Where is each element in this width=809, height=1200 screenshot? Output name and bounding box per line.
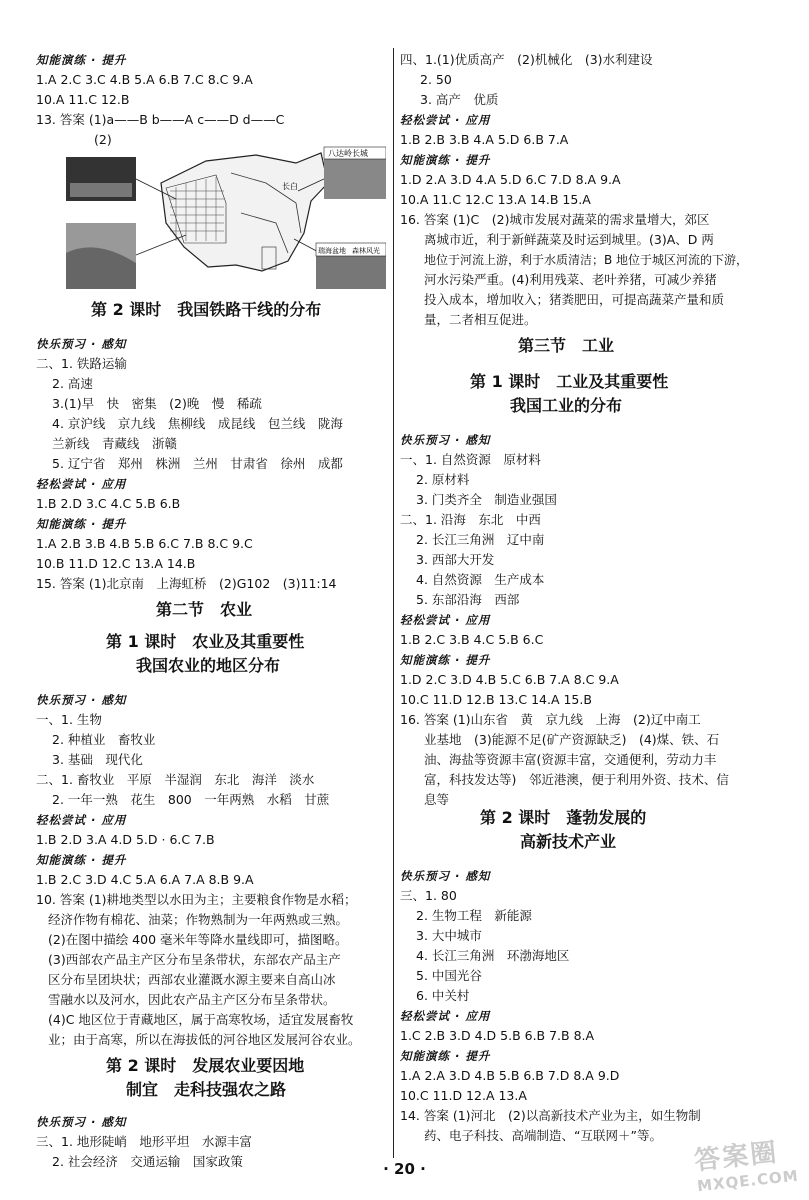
answer-line: 3. 大中城市 xyxy=(416,928,482,943)
answer-line: 业基地 (3)能源不足(矿产资源缺乏) (4)煤、铁、石 xyxy=(424,732,720,747)
answer-line: 1.B 2.D 3.A 4.D 5.D · 6.C 7.B xyxy=(36,832,215,847)
map-label: 八达岭长城 xyxy=(328,149,368,158)
section-label: 知能演练 · 提升 xyxy=(400,653,491,667)
answer-line: 2. 社会经济 交通运输 国家政策 xyxy=(52,1154,243,1169)
section-label: 知能演练 · 提升 xyxy=(400,153,491,167)
answer-line: 3.(1)早 快 密集 (2)晚 慢 稀疏 xyxy=(52,396,262,411)
answer-line: 区分布呈团块状；西部农业灌溉水源主要来自高山冰 xyxy=(48,972,336,987)
answer-line: 5. 东部沿海 西部 xyxy=(416,592,520,607)
answer-line: 1.B 2.B 3.B 4.A 5.D 6.B 7.A xyxy=(400,132,569,147)
map-label: 瑞海盆地 xyxy=(318,247,346,255)
section-label: 知能演练 · 提升 xyxy=(36,853,127,867)
answer-line: 2. 生物工程 新能源 xyxy=(416,908,532,923)
lesson-heading: 第 2 课时 蓬勃发展的 xyxy=(480,808,647,827)
answer-line: 5. 辽宁省 郑州 株洲 兰州 甘肃省 徐州 成都 xyxy=(52,456,343,471)
answer-line: 1.A 2.A 3.D 4.B 5.B 6.B 7.D 8.A 9.D xyxy=(400,1068,620,1083)
answer-line: 2. 高速 xyxy=(52,376,93,391)
answer-line: (4)C 地区位于青藏地区，属于高寒牧场，适宜发展畜牧 xyxy=(48,1012,354,1027)
answer-line: 10.B 11.D 12.C 13.A 14.B xyxy=(36,556,196,571)
watermark-url: MXQE.COM xyxy=(696,1166,800,1196)
answer-line: 6. 中关村 xyxy=(416,988,470,1003)
answer-line: 16. 答案 (1)山东省 黄 京九线 上海 (2)辽中南工 xyxy=(400,712,701,727)
answer-line: 二、1. 铁路运输 xyxy=(36,356,127,371)
answer-line: 4. 自然资源 生产成本 xyxy=(416,572,545,587)
answer-line: 13. 答案 (1)a——B b——A c——D d——C xyxy=(36,112,285,127)
answer-line: 三、1. 地形陡峭 地形平坦 水源丰富 xyxy=(36,1134,252,1149)
answer-line: (2) xyxy=(94,132,112,147)
section-label: 快乐预习 · 感知 xyxy=(36,1115,127,1129)
lesson-heading: 第 2 课时 发展农业要因地 xyxy=(106,1056,305,1075)
answer-line: 15. 答案 (1)北京南 上海虹桥 (2)G102 (3)11:14 xyxy=(36,576,337,591)
answer-line: 16. 答案 (1)C (2)城市发展对蔬菜的需求量增大，郊区 xyxy=(400,212,710,227)
answer-line: 油、海盐等资源丰富(资源丰富，交通便利，劳动力丰 xyxy=(424,752,717,767)
answer-line: 10.C 11.D 12.B 13.C 14.A 15.B xyxy=(400,692,592,707)
section-label: 轻松尝试 · 应用 xyxy=(400,613,491,627)
answer-line: 地位于河流上游，利于水质清洁；B 地位于城区河流的下游， xyxy=(424,253,749,267)
answer-line: 10.C 11.D 12.A 13.A xyxy=(400,1088,527,1103)
answer-line: 雪融水以及河水，因此农产品主产区分布呈条带状。 xyxy=(48,992,336,1007)
answer-line: 14. 答案 (1)河北 (2)以高新技术产业为主，如生物制 xyxy=(400,1108,701,1123)
answer-line: 经济作物有棉花、油菜；作物熟制为一年两熟或三熟。 xyxy=(48,912,349,927)
page-number: · 20 · xyxy=(383,1160,426,1178)
section-heading: 第三节 工业 xyxy=(518,336,615,355)
map-label: 森林风光 xyxy=(352,247,380,255)
answer-line: 药、电子科技、高端制造、“互联网＋”等。 xyxy=(424,1128,662,1143)
answer-line: 2. 长江三角洲 辽中南 xyxy=(416,532,545,547)
answer-line: 10. 答案 (1)耕地类型以水田为主；主要粮食作物是水稻； xyxy=(36,892,357,907)
lesson-heading: 制宜 走科技强农之路 xyxy=(126,1080,287,1099)
answer-line: 1.B 2.C 3.B 4.C 5.B 6.C xyxy=(400,632,544,647)
lesson-heading: 我国工业的分布 xyxy=(510,396,623,415)
answer-line: 10.A 11.C 12.B xyxy=(36,92,130,107)
column-divider xyxy=(393,48,394,1158)
section-label: 快乐预习 · 感知 xyxy=(400,433,491,447)
answer-line: 业；由于高寒，所以在海拔低的河谷地区发展河谷农业。 xyxy=(48,1032,361,1047)
lesson-heading: 第 1 课时 农业及其重要性 xyxy=(106,632,305,651)
answer-line: 1.A 2.C 3.C 4.B 5.A 6.B 7.C 8.C 9.A xyxy=(36,72,253,87)
answer-line: 3. 高产 优质 xyxy=(420,92,499,107)
section-label: 知能演练 · 提升 xyxy=(36,53,127,67)
answer-line: 二、1. 沿海 东北 中西 xyxy=(400,512,541,527)
watermark xyxy=(693,1130,800,1195)
answer-line: 1.B 2.C 3.D 4.C 5.A 6.A 7.A 8.B 9.A xyxy=(36,872,254,887)
section-label: 快乐预习 · 感知 xyxy=(36,693,127,707)
answer-line: 二、1. 畜牧业 平原 半湿润 东北 海洋 淡水 xyxy=(36,772,315,787)
answer-line: 1.D 2.A 3.D 4.A 5.D 6.C 7.D 8.A 9.A xyxy=(400,172,621,187)
answer-line: 兰新线 青藏线 浙赣 xyxy=(52,436,178,451)
lesson-heading: 我国农业的地区分布 xyxy=(136,656,281,675)
answer-line: 4. 京沪线 京九线 焦柳线 成昆线 包兰线 陇海 xyxy=(52,416,343,431)
section-label: 快乐预习 · 感知 xyxy=(400,869,491,883)
answer-line: 河水污染严重。(4)利用残菜、老叶养猪，可减少养猪 xyxy=(424,272,717,287)
china-map-figure xyxy=(66,143,386,291)
answer-line: 3. 门类齐全 制造业强国 xyxy=(416,492,557,507)
answer-line: 量，二者相互促进。 xyxy=(424,312,537,327)
lesson-heading: 第 1 课时 工业及其重要性 xyxy=(470,372,669,391)
lesson-heading: 第 2 课时 我国铁路干线的分布 xyxy=(91,300,322,319)
answer-line: 2. 一年一熟 花生 800 一年两熟 水稻 甘蔗 xyxy=(52,792,330,807)
answer-line: 3. 基础 现代化 xyxy=(52,752,143,767)
section-label: 知能演练 · 提升 xyxy=(400,1049,491,1063)
section-label: 轻松尝试 · 应用 xyxy=(36,477,127,491)
answer-line: 2. 原材料 xyxy=(416,472,470,487)
section-label: 轻松尝试 · 应用 xyxy=(400,1009,491,1023)
answer-line: 投入成本，增加收入；猪粪肥田，可提高蔬菜产量和质 xyxy=(424,292,725,307)
answer-line: 四、1.(1)优质高产 (2)机械化 (3)水利建设 xyxy=(400,52,653,67)
answer-line: 1.D 2.C 3.D 4.B 5.C 6.B 7.A 8.C 9.A xyxy=(400,672,619,687)
answer-line: 3. 西部大开发 xyxy=(416,552,495,567)
answer-line: 三、1. 80 xyxy=(400,888,457,903)
answer-line: 息等 xyxy=(424,792,450,807)
answer-line: 10.A 11.C 12.C 13.A 14.B 15.A xyxy=(400,192,591,207)
answer-line: 4. 长江三角洲 环渤海地区 xyxy=(416,948,570,963)
answer-line: 一、1. 自然资源 原材料 xyxy=(400,452,541,467)
answer-line: 1.B 2.D 3.C 4.C 5.B 6.B xyxy=(36,496,181,511)
section-label: 轻松尝试 · 应用 xyxy=(400,113,491,127)
answer-line: 1.A 2.B 3.B 4.B 5.B 6.C 7.B 8.C 9.C xyxy=(36,536,253,551)
answer-line: 2. 50 xyxy=(420,72,452,87)
section-label: 快乐预习 · 感知 xyxy=(36,337,127,351)
section-label: 轻松尝试 · 应用 xyxy=(36,813,127,827)
answer-line: 富，科技发达等) 邻近港澳，便于利用外资、技术、信 xyxy=(424,772,729,787)
answer-line: 离城市近，利于新鲜蔬菜及时运到城里。(3)A、D 两 xyxy=(424,232,714,247)
section-heading: 第二节 农业 xyxy=(156,600,253,619)
map-label: 长白 xyxy=(282,182,298,191)
answer-line: 5. 中国光谷 xyxy=(416,968,482,983)
watermark-text: 答案圈 xyxy=(693,1137,780,1177)
answer-line: 2. 种植业 畜牧业 xyxy=(52,732,156,747)
answer-line: (3)西部农产品主产区分布呈条带状，东部农产品主产 xyxy=(48,952,341,967)
answer-line: 一、1. 生物 xyxy=(36,712,102,727)
lesson-heading: 高新技术产业 xyxy=(520,832,617,851)
section-label: 知能演练 · 提升 xyxy=(36,517,127,531)
answer-line: 1.C 2.B 3.D 4.D 5.B 6.B 7.B 8.A xyxy=(400,1028,595,1043)
answer-line: (2)在图中描绘 400 毫米年等降水量线即可，描图略。 xyxy=(48,932,348,947)
